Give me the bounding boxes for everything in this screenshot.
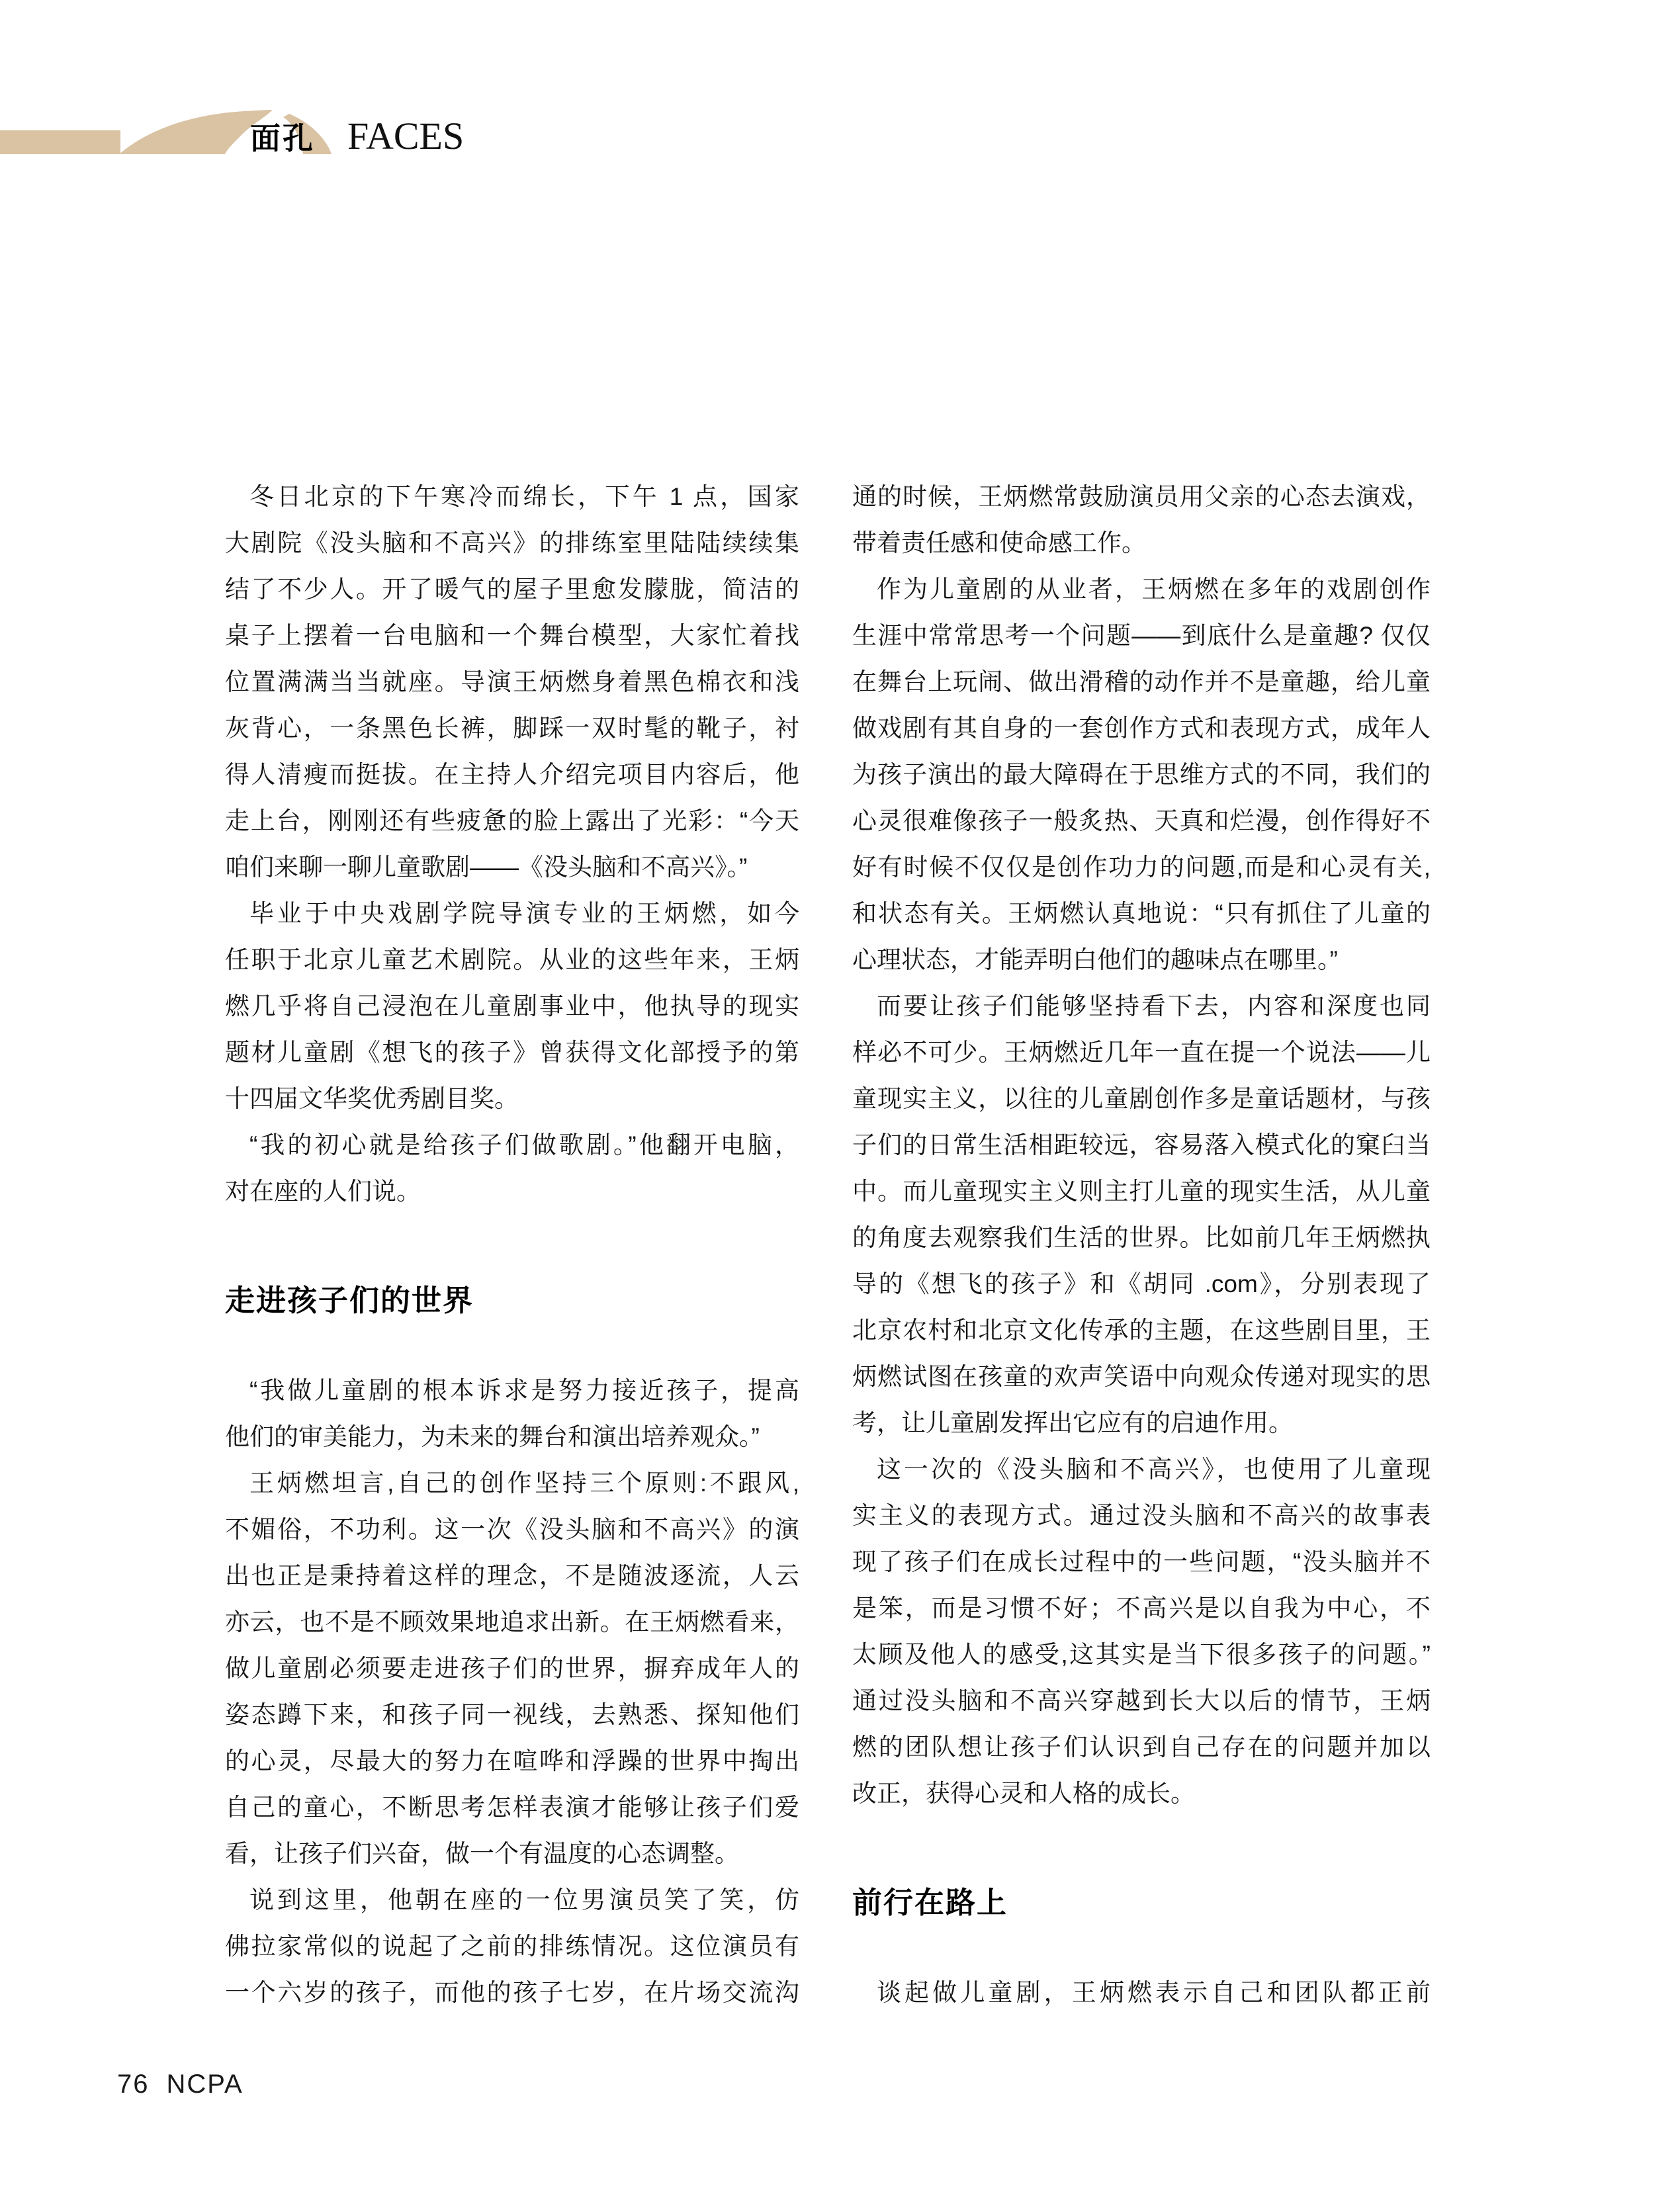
text-line: 的角度去观察我们生活的世界。比如前几年王炳燃执: [852, 1224, 1431, 1251]
paragraph: [225, 1122, 799, 1215]
page-number: 76: [117, 2070, 150, 2099]
paragraph: [852, 1970, 1431, 2016]
text-line: 为孩子演出的最大障碍在于思维方式的不同，我们的: [852, 761, 1431, 788]
text-line: 对在座的人们说。: [225, 1178, 421, 1205]
text-line: 样必不可少。王炳燃近几年一直在提一个说法——儿: [852, 1039, 1431, 1066]
section-heading: 前行在路上: [852, 1886, 1008, 1919]
text-line: 通过没头脑和不高兴穿越到长大以后的情节，王炳: [852, 1687, 1431, 1714]
left-column: [225, 474, 799, 2016]
text-line: 任职于北京儿童艺术剧院。从业的这些年来，王炳: [225, 946, 799, 973]
text-line: 十四届文华奖优秀剧目奖。: [225, 1085, 519, 1112]
text-line: 心理状态，才能弄明白他们的趣味点在哪里。”: [852, 946, 1338, 973]
text-line: 在舞台上玩闹、做出滑稽的动作并不是童趣，给儿童: [852, 668, 1431, 695]
text-line: 做儿童剧必须要走进孩子们的世界，摒弃成年人的: [225, 1655, 799, 1682]
text-line: 子们的日常生活相距较远，容易落入模式化的窠臼当: [852, 1131, 1431, 1159]
text-line: 北京农村和北京文化传承的主题，在这些剧目里，王: [852, 1317, 1431, 1344]
text-line: 灰背心，一条黑色长裤，脚踩一双时髦的靴子，衬: [225, 715, 799, 742]
text-line: 改正，获得心灵和人格的成长。: [852, 1780, 1195, 1807]
text-line: 好有时候不仅仅是创作功力的问题,而是和心灵有关,: [852, 853, 1431, 881]
text-line: 亦云，也不是不顾效果地追求出新。在王炳燃看来，: [225, 1608, 799, 1636]
text-line: 佛拉家常似的说起了之前的排练情况。这位演员有: [225, 1933, 799, 1960]
text-line: 自己的童心，不断思考怎样表演才能够让孩子们爱: [225, 1794, 799, 1821]
text-line: 生涯中常常思考一个问题——到底什么是童趣? 仅仅: [852, 622, 1431, 649]
text-line: 童现实主义，以往的儿童剧创作多是童话题材，与孩: [852, 1085, 1431, 1112]
text-line: 通的时候，王炳燃常鼓励演员用父亲的心态去演戏，: [852, 483, 1431, 510]
text-line: 出也正是秉持着这样的理念，不是随波逐流，人云: [225, 1562, 799, 1589]
text-line: 太顾及他人的感受,这其实是当下很多孩子的问题。”: [852, 1641, 1431, 1668]
paragraph: [225, 474, 799, 891]
text-line: 走上台，刚刚还有些疲惫的脸上露出了光彩：“今天: [225, 807, 799, 834]
text-line: 这一次的《没头脑和不高兴》，也使用了儿童现: [877, 1456, 1431, 1483]
paragraph: [225, 1877, 799, 2016]
text-line: 他们的审美能力，为未来的舞台和演出培养观众。”: [225, 1423, 760, 1450]
text-line: 得人清瘦而挺拔。在主持人介绍完项目内容后，他: [225, 761, 799, 788]
section-title-english: FACES: [347, 114, 464, 157]
text-line: 桌子上摆着一台电脑和一个舞台模型，大家忙着找: [225, 622, 799, 649]
text-line: 做戏剧有其自身的一套创作方式和表现方式，成年人: [852, 715, 1431, 742]
text-line: 和状态有关。王炳燃认真地说：“只有抓住了儿童的: [852, 900, 1431, 927]
text-line: 冬日北京的下午寒冷而绵长，下午 1 点，国家: [249, 483, 799, 510]
text-line: 说到这里，他朝在座的一位男演员笑了笑，仿: [249, 1886, 799, 1913]
section-heading: 走进孩子们的世界: [225, 1284, 474, 1317]
text-line: “我做儿童剧的根本诉求是努力接近孩子，提高: [249, 1377, 799, 1404]
text-line: 王炳燃坦言,自己的创作坚持三个原则:不跟风,: [249, 1469, 799, 1497]
text-line: 位置满满当当就座。导演王炳燃身着黑色棉衣和浅: [225, 668, 799, 695]
section-title-chinese: 面孔: [250, 121, 315, 155]
text-line: 毕业于中央戏剧学院导演专业的王炳燃，如今: [249, 900, 799, 927]
text-line: 姿态蹲下来，和孩子同一视线，去熟悉、探知他们: [225, 1701, 799, 1728]
text-line: 心灵很难像孩子一般炙热、天真和烂漫，创作得好不: [852, 807, 1431, 834]
text-line: 是笨，而是习惯不好；不高兴是以自我为中心，不: [852, 1595, 1431, 1622]
text-line: 的心灵，尽最大的努力在喧哗和浮躁的世界中掏出: [225, 1747, 799, 1774]
text-line: 看，让孩子们兴奋，做一个有温度的心态调整。: [225, 1840, 739, 1867]
text-line: 考，让儿童剧发挥出它应有的启迪作用。: [852, 1409, 1293, 1436]
paragraph: [225, 1368, 799, 1460]
text-line: 现了孩子们在成长过程中的一些问题，“没头脑并不: [852, 1548, 1431, 1575]
paragraph: [225, 1460, 799, 1877]
text-line: 咱们来聊一聊儿童歌剧——《没头脑和不高兴》。”: [225, 853, 748, 881]
paragraph: [852, 1446, 1431, 1817]
paragraph: [852, 983, 1431, 1446]
text-line: 炳燃试图在孩童的欢声笑语中向观众传递对现实的思: [852, 1363, 1431, 1390]
text-line: 结了不少人。开了暖气的屋子里愈发朦胧，简洁的: [225, 576, 799, 603]
text-line: 中。而儿童现实主义则主打儿童的现实生活，从儿童: [852, 1178, 1431, 1205]
journal-brand: NCPA: [166, 2070, 243, 2099]
text-line: 带着责任感和使命感工作。: [852, 529, 1146, 556]
text-line: 不媚俗，不功利。这一次《没头脑和不高兴》的演: [225, 1516, 799, 1543]
page-footer: [117, 2070, 243, 2099]
text-line: 实主义的表现方式。通过没头脑和不高兴的故事表: [852, 1502, 1431, 1529]
right-column: [852, 474, 1431, 2016]
header-bar-shape: [0, 130, 120, 154]
text-line: 大剧院《没头脑和不高兴》的排练室里陆陆续续集: [225, 529, 799, 556]
text-line: 燃几乎将自己浸泡在儿童剧事业中，他执导的现实: [225, 992, 799, 1020]
text-line: 题材儿童剧《想飞的孩子》曾获得文化部授予的第: [225, 1039, 799, 1066]
text-line: “我的初心就是给孩子们做歌剧。”他翻开电脑，: [249, 1131, 799, 1159]
text-line: 一个六岁的孩子，而他的孩子七岁，在片场交流沟: [225, 1979, 799, 2006]
paragraph: [852, 566, 1431, 983]
text-line: 而要让孩子们能够坚持看下去，内容和深度也同: [877, 992, 1431, 1020]
text-line: 谈起做儿童剧，王炳燃表示自己和团队都正前: [877, 1979, 1431, 2006]
text-line: 燃的团队想让孩子们认识到自己存在的问题并加以: [852, 1733, 1431, 1761]
paragraph: [225, 891, 799, 1122]
text-line: 导的《想飞的孩子》和《胡同 .com》，分别表现了: [852, 1270, 1431, 1297]
paragraph: [852, 474, 1431, 566]
text-line: 作为儿童剧的从业者，王炳燃在多年的戏剧创作: [877, 576, 1431, 603]
